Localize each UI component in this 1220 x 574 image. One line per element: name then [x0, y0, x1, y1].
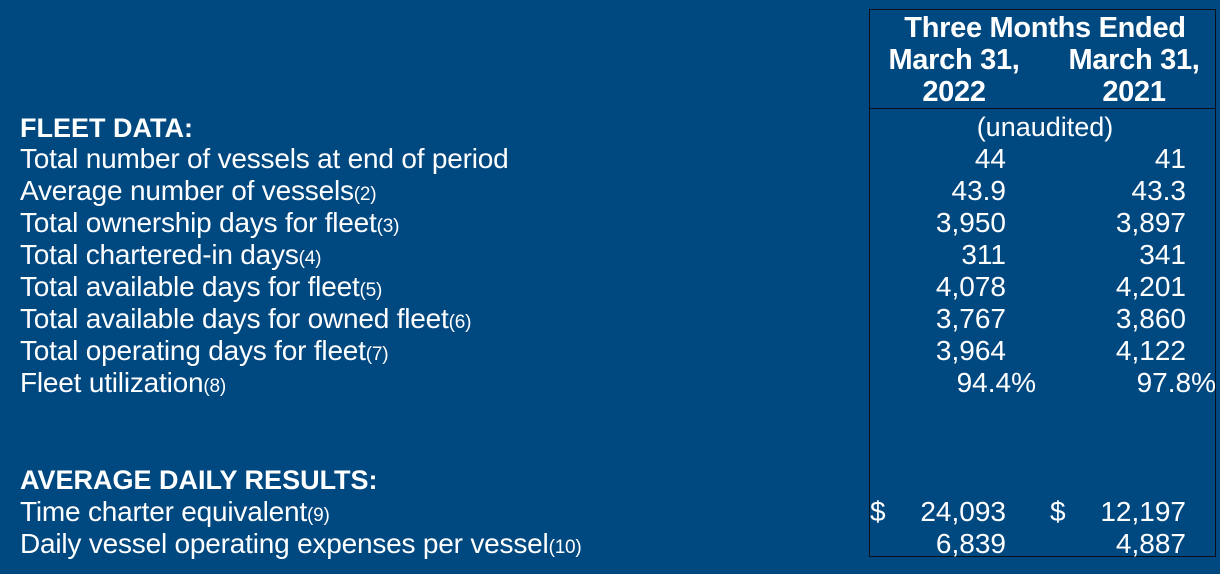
row-label	[20, 143, 509, 179]
row-label-text: Fleet utilization	[20, 367, 204, 398]
fleet-data-title: FLEET DATA:	[20, 113, 193, 143]
footnote-ref: (2)	[353, 184, 377, 205]
value-2022: 311	[961, 239, 1006, 270]
currency-symbol: $	[870, 496, 886, 527]
row-label-text: Total available days for owned fleet	[20, 303, 449, 334]
footnote-ref: (5)	[359, 280, 383, 301]
footnote-ref: (7)	[365, 344, 389, 365]
column-header-2021	[1054, 44, 1214, 108]
daily-results-title: AVERAGE DAILY RESULTS:	[20, 465, 378, 495]
column-date-2021: March 31,	[1068, 44, 1200, 76]
value-2021: 3,897	[1115, 207, 1186, 238]
footnote-ref: (10)	[548, 537, 582, 558]
footnote-ref: (4)	[298, 248, 322, 269]
value-2021: 12,197	[1100, 496, 1186, 527]
table-row	[0, 367, 1220, 399]
table-row	[0, 528, 1220, 560]
table-row	[0, 335, 1220, 367]
value-2022: 3,964	[935, 335, 1006, 366]
column-date-2022: March 31,	[888, 44, 1020, 76]
row-label-text: Time charter equivalent	[20, 496, 307, 527]
row-label-text: Total ownership days for fleet	[20, 207, 377, 238]
currency-symbol: $	[1050, 496, 1066, 527]
row-label	[20, 175, 376, 211]
row-label-text: Total number of vessels at end of period	[20, 143, 509, 174]
unaudited-note: (unaudited)	[976, 112, 1114, 142]
row-label	[20, 496, 330, 532]
table-row	[0, 207, 1220, 239]
table-row	[0, 239, 1220, 271]
value-2022: 24,093	[920, 496, 1006, 527]
value-2021: 4,201	[1115, 271, 1186, 302]
value-2022: 3,767	[935, 303, 1006, 334]
value-2021: 4,122	[1115, 335, 1186, 366]
period-header: Three Months Ended	[904, 12, 1186, 44]
value-2022: 94.4%	[956, 367, 1036, 398]
row-label	[20, 528, 582, 564]
value-2022: 4,078	[935, 271, 1006, 302]
value-2022: 3,950	[935, 207, 1006, 238]
row-label	[20, 239, 321, 275]
value-2022: 44	[974, 143, 1006, 174]
value-2021: 41	[1154, 143, 1186, 174]
footnote-ref: (3)	[376, 216, 400, 237]
value-2021: 4,887	[1115, 528, 1186, 559]
table-row	[0, 143, 1220, 175]
value-2021: 97.8%	[1136, 367, 1216, 398]
value-2022: 6,839	[935, 528, 1006, 559]
footnote-ref: (8)	[203, 376, 226, 397]
row-label	[20, 207, 399, 243]
column-year-2021: 2021	[1102, 76, 1166, 108]
row-label-text: Average number of vessels	[20, 175, 354, 206]
column-year-2022: 2022	[922, 76, 986, 108]
value-2021: 3,860	[1115, 303, 1186, 334]
row-label	[20, 303, 471, 339]
row-label	[20, 335, 388, 371]
row-label-text: Total operating days for fleet	[20, 335, 366, 366]
value-2021: 341	[1139, 239, 1186, 270]
value-2022: 43.9	[951, 175, 1006, 206]
table-row	[0, 496, 1220, 528]
row-label-text: Total chartered-in days	[20, 239, 299, 270]
footnote-ref: (6)	[448, 312, 472, 333]
column-header-2022	[874, 44, 1034, 108]
table-row	[0, 271, 1220, 303]
header-divider	[869, 108, 1216, 109]
row-label	[20, 271, 382, 307]
row-label	[20, 367, 226, 403]
row-label-text: Daily vessel operating expenses per vessel	[20, 528, 549, 559]
table-row	[0, 175, 1220, 207]
footnote-ref: (9)	[306, 505, 330, 526]
value-2021: 43.3	[1131, 175, 1186, 206]
table-row	[0, 303, 1220, 335]
row-label-text: Total available days for fleet	[20, 271, 360, 302]
